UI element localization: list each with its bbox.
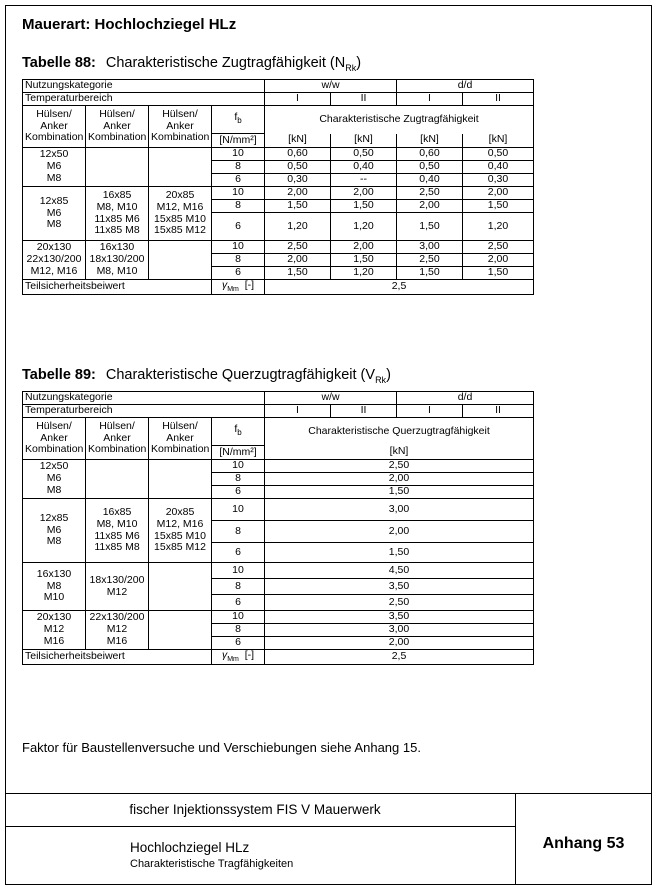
capacity-value: 2,00 [265,637,534,650]
anchor-combination-header-1: Hülsen/ Anker Kombination [23,106,86,148]
temperature-range-value: II [463,405,534,418]
table-89-body [23,392,534,665]
capacity-value: 2,00 [397,200,463,213]
temperature-range-value: I [265,93,331,106]
fb-header: $f_b$ [212,418,265,446]
fb-value: 8 [212,200,265,213]
table-89 [22,391,534,665]
capacity-value: 0,30 [265,174,331,187]
category-dd: d/d [397,80,534,93]
table-row [23,148,534,161]
capacity-value: 2,50 [397,187,463,200]
capacity-value: 1,50 [331,200,397,213]
capacity-value: 1,20 [463,213,534,241]
capacity-value: 1,20 [331,213,397,241]
table-89-label: Tabelle 89: [22,367,96,383]
category-ww: w/w [265,80,397,93]
temperature-range-value: I [265,405,331,418]
capacity-value: 3,00 [265,624,534,637]
footer-system: fischer Injektionssystem FIS V Mauerwerk [129,802,381,817]
anchor-combination-1: 12x50 M6 M8 [23,460,86,499]
unit-label: [kN] [265,446,534,460]
temperature-range-value: I [397,93,463,106]
capacity-value: 2,00 [463,187,534,200]
table-row [23,405,534,418]
category-ww: w/w [265,392,397,405]
anchor-combination-2: 16x130 18x130/200 M8, M10 [86,241,149,280]
capacity-value: 2,50 [265,460,534,473]
table-88-caption: Tabelle 88: Charakteristische Zugtragfähigkeit $(N_{Rk})$ [22,55,362,73]
characteristic-label: Charakteristische Querzugtragfähigkeit [265,418,534,446]
capacity-value: 3,00 [397,241,463,254]
fb-value: 10 [212,187,265,200]
fb-unit: [N/mm²] [212,134,265,148]
anchor-combination-2: 16x85 M8, M10 11x85 M6 11x85 M8 [86,499,149,563]
fb-value: 8 [212,624,265,637]
table-row [23,650,534,665]
temperature-range-value: II [331,405,397,418]
capacity-value: 2,50 [265,241,331,254]
capacity-value: 0,50 [397,161,463,174]
gamma-symbol: $\gamma_{Mm}$ [-] [212,650,265,665]
anchor-combination-1: 20x130 M12 M16 [23,611,86,650]
capacity-value: 0,50 [265,161,331,174]
anchor-combination-3: 20x85 M12, M16 15x85 M10 15x85 M12 [149,499,212,563]
capacity-value: 1,50 [265,267,331,280]
fb-value: 8 [212,161,265,174]
capacity-value: 0,50 [331,148,397,161]
anchor-combination-3 [149,148,212,187]
page-heading: Mauerart: Hochlochziegel HLz [22,16,237,33]
fb-value: 10 [212,148,265,161]
capacity-value: 0,50 [463,148,534,161]
table-row [23,418,534,446]
anchor-combination-3 [149,563,212,611]
anchor-combination-2 [86,148,149,187]
capacity-value: 1,50 [463,200,534,213]
table-89-title: Charakteristische Querzugtragfähigkeit (V [105,367,376,383]
gamma-symbol: $\gamma_{Mm}$ [-] [212,280,265,295]
table-88-title: Charakteristische Zugtragfähigkeit (N [105,55,346,71]
capacity-value: 2,00 [463,254,534,267]
capacity-value: 1,50 [265,543,534,563]
capacity-value: 2,00 [331,241,397,254]
capacity-value: 1,20 [265,213,331,241]
anchor-combination-3 [149,460,212,499]
table-row [23,392,534,405]
fb-value: 10 [212,460,265,473]
unit-label: [kN] [265,134,331,148]
capacity-value: 1,20 [331,267,397,280]
capacity-value: 1,50 [397,213,463,241]
capacity-value: 2,00 [265,473,534,486]
anchor-combination-3 [149,241,212,280]
unit-label: [kN] [397,134,463,148]
capacity-value: 1,50 [397,267,463,280]
capacity-value: 4,50 [265,563,534,579]
table-89-caption: Tabelle 89: Charakteristische Querzugtragfähigkeit $(V_{Rk})$ [22,367,391,385]
fb-value: 6 [212,213,265,241]
table-row [23,499,534,521]
table-row [23,611,534,624]
characteristic-label: Charakteristische Zugtragfähigkeit [265,106,534,134]
fb-value: 6 [212,267,265,280]
temperature-range-label: Temperaturbereich [23,405,265,418]
footnote: Faktor für Baustellenversuche und Verschiebungen siehe Anhang 15. [22,740,421,755]
anchor-combination-3 [149,611,212,650]
anchor-combination-2: 18x130/200 M12 [86,563,149,611]
unit-label: [kN] [331,134,397,148]
table-88-body [23,80,534,295]
fb-value: 8 [212,579,265,595]
table-88 [22,79,534,295]
footer-subtitle: Charakteristische Tragfähigkeiten [130,858,294,870]
anchor-combination-header-3: Hülsen/ Anker Kombination [149,106,212,148]
capacity-value: 2,00 [331,187,397,200]
table-row [23,241,534,254]
capacity-value: 3,00 [265,499,534,521]
fb-value: 6 [212,595,265,611]
fb-value: 6 [212,486,265,499]
anchor-combination-2: 16x85 M8, M10 11x85 M6 11x85 M8 [86,187,149,241]
capacity-value: 3,50 [265,611,534,624]
capacity-value: 0,60 [397,148,463,161]
table-row [23,80,534,93]
capacity-value: 1,50 [463,267,534,280]
anchor-combination-1: 20x130 22x130/200 M12, M16 [23,241,86,280]
temperature-range-value: II [463,93,534,106]
capacity-value: 2,00 [265,187,331,200]
table-row [23,563,534,579]
fb-value: 10 [212,241,265,254]
anchor-combination-header-3: Hülsen/ Anker Kombination [149,418,212,460]
anchor-combination-3: 20x85 M12, M16 15x85 M10 15x85 M12 [149,187,212,241]
footer-annex: Anhang 53 [542,835,625,852]
fb-header: $f_b$ [212,106,265,134]
anchor-combination-1: 12x85 M6 M8 [23,499,86,563]
capacity-value: -- [331,174,397,187]
table-row [23,187,534,200]
fb-value: 10 [212,499,265,521]
capacity-value: 2,50 [463,241,534,254]
capacity-value: 2,50 [265,595,534,611]
fb-unit: [N/mm²] [212,446,265,460]
partial-safety-label: Teilsicherheitsbeiwert [23,280,212,295]
temperature-range-value: I [397,405,463,418]
footer-mid-rule [5,826,515,827]
usage-category-label: Nutzungskategorie [23,80,265,93]
capacity-value: 1,50 [265,486,534,499]
table-89-title-sub: Rk [375,374,387,385]
table-88-title-sub: Rk [345,62,357,73]
fb-value: 6 [212,543,265,563]
capacity-value: 0,40 [331,161,397,174]
fb-value: 8 [212,254,265,267]
capacity-value: 0,60 [265,148,331,161]
table-row [23,280,534,295]
capacity-value: 3,50 [265,579,534,595]
anchor-combination-header-2: Hülsen/ Anker Kombination [86,106,149,148]
temperature-range-value: II [331,93,397,106]
partial-safety-label: Teilsicherheitsbeiwert [23,650,212,665]
footer-subject: Hochlochziegel HLz [130,840,250,855]
capacity-value: 0,40 [397,174,463,187]
anchor-combination-1: 16x130 M8 M10 [23,563,86,611]
category-dd: d/d [397,392,534,405]
fb-value: 8 [212,521,265,543]
fb-value: 10 [212,563,265,579]
capacity-value: 2,50 [397,254,463,267]
anchor-combination-1: 12x50 M6 M8 [23,148,86,187]
anchor-combination-2 [86,460,149,499]
footer-top-rule [5,793,652,794]
gamma-value: 2,5 [265,280,534,295]
capacity-value: 0,40 [463,161,534,174]
anchor-combination-header-2: Hülsen/ Anker Kombination [86,418,149,460]
table-row [23,93,534,106]
temperature-range-label: Temperaturbereich [23,93,265,106]
anchor-combination-header-1: Hülsen/ Anker Kombination [23,418,86,460]
capacity-value: 1,50 [265,200,331,213]
table-row [23,106,534,134]
fb-value: 6 [212,637,265,650]
fb-value: 8 [212,473,265,486]
gamma-value: 2,5 [265,650,534,665]
anchor-combination-2: 22x130/200 M12 M16 [86,611,149,650]
table-row [23,460,534,473]
usage-category-label: Nutzungskategorie [23,392,265,405]
capacity-value: 2,00 [265,254,331,267]
capacity-value: 2,00 [265,521,534,543]
capacity-value: 1,50 [331,254,397,267]
capacity-value: 0,30 [463,174,534,187]
unit-label: [kN] [463,134,534,148]
table-88-label: Tabelle 88: [22,55,96,71]
fb-value: 6 [212,174,265,187]
anchor-combination-1: 12x85 M6 M8 [23,187,86,241]
fb-value: 10 [212,611,265,624]
